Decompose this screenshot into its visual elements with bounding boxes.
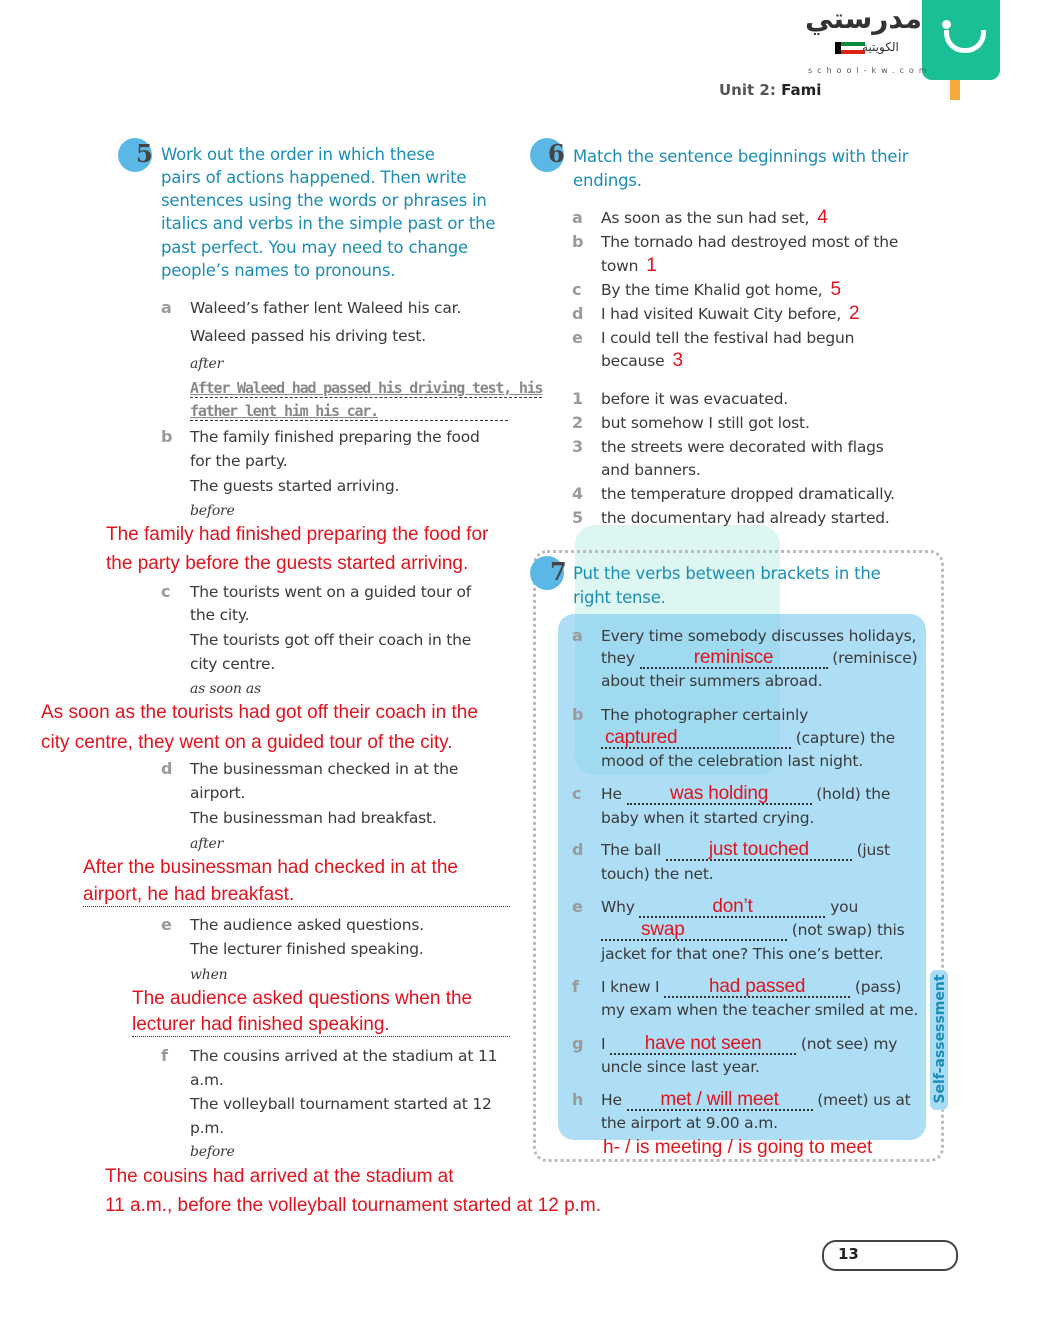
logo-bookmark-shape — [950, 80, 960, 100]
text-line — [601, 1034, 897, 1055]
text-line: Work out the order in which these — [161, 145, 435, 164]
text-line: airport. — [190, 784, 246, 802]
item-label: c — [161, 582, 171, 601]
handwritten-answer: lecturer had finished speaking. — [132, 1014, 510, 1037]
unit-label — [719, 81, 821, 99]
item-label: b — [161, 427, 173, 446]
logo-url: school-kw.com — [808, 66, 932, 75]
verb-hint: (hold) the — [816, 785, 891, 803]
text-line: and banners. — [601, 461, 701, 479]
item-label: d — [572, 304, 584, 323]
text-line: The audience asked questions. — [190, 916, 425, 934]
text-line: The photographer certainly — [601, 706, 809, 724]
handwritten-answer: The family had finished preparing the food for — [106, 524, 489, 545]
exercise-6-instructions: endings. — [573, 171, 642, 190]
item-label: e — [572, 897, 583, 916]
answer-blank: captured — [601, 729, 791, 749]
text-line: past perfect. You may need to change — [161, 238, 468, 257]
sample-answer: father lent him his car. — [190, 402, 508, 421]
answer-blank: was holding — [627, 785, 812, 805]
text-line — [601, 648, 917, 669]
text-line: jacket for that one? This one’s better. — [601, 945, 884, 963]
handwritten-answer: city centre, they went on a guided tour of the city. — [41, 732, 453, 753]
item-label: f — [161, 1046, 168, 1065]
logo-subtitle: الكويتية — [862, 40, 899, 54]
text-line: after — [190, 356, 224, 372]
text-line: city centre. — [190, 655, 276, 673]
text-line — [601, 1090, 911, 1111]
handwritten-answer: h- / is meeting / is going to meet — [603, 1137, 873, 1158]
text-line: The cousins arrived at the stadium at 11 — [190, 1047, 498, 1065]
item-label: c — [572, 280, 582, 299]
text-line: for the party. — [190, 452, 288, 470]
item-label: 3 — [572, 437, 584, 456]
text-line: the temperature dropped dramatically. — [601, 485, 895, 503]
beginning-text: By the time Khalid got home, — [601, 281, 823, 299]
text-line: p.m. — [190, 1119, 224, 1137]
text-line: uncle since last year. — [601, 1058, 760, 1076]
sentence-text: they — [601, 649, 635, 667]
text-line: The tourists went on a guided tour of — [190, 583, 472, 601]
verb-hint: (just — [856, 841, 890, 859]
item-label: g — [572, 1034, 584, 1053]
text-line — [601, 728, 895, 749]
handwritten-answer: The cousins had arrived at the stadium at — [105, 1166, 454, 1187]
item-label: e — [161, 915, 172, 934]
text-line: baby when it started crying. — [601, 809, 815, 827]
text-line: as soon as — [190, 681, 262, 697]
text-line: the city. — [190, 606, 250, 624]
text-line — [601, 920, 904, 941]
beginning-text: I had visited Kuwait City before, — [601, 305, 842, 323]
sentence-text: you — [830, 898, 859, 916]
sample-answer: After Waleed had passed his driving test, his — [190, 379, 543, 397]
text-line: when — [190, 967, 228, 983]
sentence-text: He — [601, 785, 622, 803]
unit-title: Fami — [781, 81, 822, 99]
text-line — [601, 208, 828, 228]
text-line: the documentary had already started. — [601, 509, 890, 527]
text-line: but somehow I still got lost. — [601, 414, 810, 432]
item-label: a — [572, 626, 583, 645]
item-label: 4 — [572, 484, 584, 503]
sentence-text: The ball — [601, 841, 662, 859]
answer-blank: swap — [601, 921, 787, 941]
text-line: mood of the celebration last night. — [601, 752, 863, 770]
sentence-text: Why — [601, 898, 635, 916]
text-line: italics and verbs in the simple past or the — [161, 214, 496, 233]
text-line — [601, 256, 657, 276]
handwritten-answer: The audience asked questions when the — [132, 988, 473, 1009]
answer-blank: just touched — [666, 841, 852, 861]
text-line: sentences using the words or phrases in — [161, 191, 487, 210]
answer-blank: reminisce — [640, 649, 828, 669]
exercise-7-instructions: Put the verbs between brackets in the — [573, 564, 881, 583]
item-label: d — [161, 759, 173, 778]
text-line: a.m. — [190, 1071, 224, 1089]
verb-hint: (not swap) this — [791, 921, 905, 939]
answer-blank: met / will meet — [627, 1091, 813, 1111]
text-line: after — [190, 836, 224, 852]
text-line: Every time somebody discusses holidays, — [601, 627, 917, 645]
text-line: I could tell the festival had begun — [601, 329, 855, 347]
beginning-text: because — [601, 352, 665, 370]
text-line: The businessman checked in at the — [190, 760, 459, 778]
logo-smile-shape — [944, 30, 986, 53]
handwritten-answer: airport, he had breakfast. — [83, 884, 510, 907]
text-line: about their summers abroad. — [601, 672, 823, 690]
item-label: d — [572, 840, 584, 859]
text-line: the airport at 9.00 a.m. — [601, 1114, 778, 1132]
item-label: 5 — [572, 508, 584, 527]
sentence-text: I knew I — [601, 978, 660, 996]
self-assessment-tab — [930, 970, 948, 1110]
verb-hint: (reminisce) — [832, 649, 918, 667]
text-line: The volleyball tournament started at 12 — [190, 1095, 492, 1113]
page-number-box — [822, 1240, 958, 1271]
text-line — [601, 840, 890, 861]
match-answer: 1 — [646, 255, 657, 276]
item-label: a — [572, 208, 583, 227]
kuwait-flag-icon — [835, 42, 865, 54]
exercise-7-instructions: right tense. — [573, 588, 666, 607]
verb-hint: (not see) my — [800, 1035, 898, 1053]
answer-blank: have not seen — [610, 1035, 796, 1055]
text-line: before it was evacuated. — [601, 390, 788, 408]
self-assessment-label: Self-assessment — [932, 974, 948, 1104]
match-answer: 4 — [817, 207, 828, 228]
text-line — [601, 977, 901, 998]
text-line: before — [190, 1144, 235, 1160]
exercise-6-instructions: Match the sentence beginnings with their — [573, 147, 909, 166]
logo-dot-shape — [942, 20, 951, 29]
logo-icon — [922, 0, 1000, 80]
handwritten-answer: As soon as the tourists had got off their coach in the — [41, 702, 478, 723]
text-line — [601, 897, 858, 918]
match-answer: 5 — [830, 279, 841, 300]
match-answer: 2 — [849, 303, 860, 324]
beginning-text: As soon as the sun had set, — [601, 209, 810, 227]
text-line — [601, 784, 890, 805]
text-line: Waleed passed his driving test. — [190, 327, 426, 345]
text-line: touch) the net. — [601, 865, 714, 883]
answer-blank: don’t — [639, 898, 825, 918]
text-line: people’s names to pronouns. — [161, 261, 396, 280]
verb-hint: (meet) us at — [817, 1091, 911, 1109]
item-label: 2 — [572, 413, 584, 432]
handwritten-answer: After the businessman had checked in at the — [83, 857, 458, 878]
verb-hint: (capture) the — [795, 729, 895, 747]
item-label: 1 — [572, 389, 584, 408]
text-line — [601, 280, 841, 300]
unit-number: Unit 2: — [719, 81, 776, 99]
item-label: b — [572, 705, 584, 724]
answer-blank: had passed — [664, 978, 850, 998]
text-line — [601, 304, 859, 324]
beginning-text: town — [601, 257, 639, 275]
exercise-number: 7 — [550, 557, 567, 586]
item-label: c — [572, 784, 582, 803]
text-line: The family finished preparing the food — [190, 428, 480, 446]
page-number: 13 — [838, 1245, 859, 1263]
text-line: pairs of actions happened. Then write — [161, 168, 467, 187]
text-line: my exam when the teacher smiled at me. — [601, 1001, 919, 1019]
text-line: Waleed’s father lent Waleed his car. — [190, 299, 462, 317]
item-label: b — [572, 232, 584, 251]
handwritten-answer: the party before the guests started arriving. — [106, 553, 469, 574]
text-line — [601, 351, 683, 371]
item-label: a — [161, 298, 172, 317]
exercise-number: 5 — [136, 139, 153, 168]
verb-hint: (pass) — [854, 978, 902, 996]
item-label: h — [572, 1090, 584, 1109]
sentence-text: He — [601, 1091, 622, 1109]
handwritten-answer: 11 a.m., before the volleyball tournament started at 12 p.m. — [105, 1195, 602, 1216]
text-line: the streets were decorated with flags — [601, 438, 884, 456]
match-answer: 3 — [672, 350, 683, 371]
text-line: before — [190, 503, 235, 519]
item-label: f — [572, 977, 579, 996]
item-label: e — [572, 328, 583, 347]
text-line: The guests started arriving. — [190, 477, 400, 495]
exercise-number: 6 — [548, 139, 565, 168]
sentence-text: I — [601, 1035, 606, 1053]
text-line: The businessman had breakfast. — [190, 809, 437, 827]
logo-text: مدرستي — [805, 2, 922, 35]
text-line: The tornado had destroyed most of the — [601, 233, 899, 251]
text-line: The lecturer finished speaking. — [190, 940, 424, 958]
text-line: The tourists got off their coach in the — [190, 631, 472, 649]
